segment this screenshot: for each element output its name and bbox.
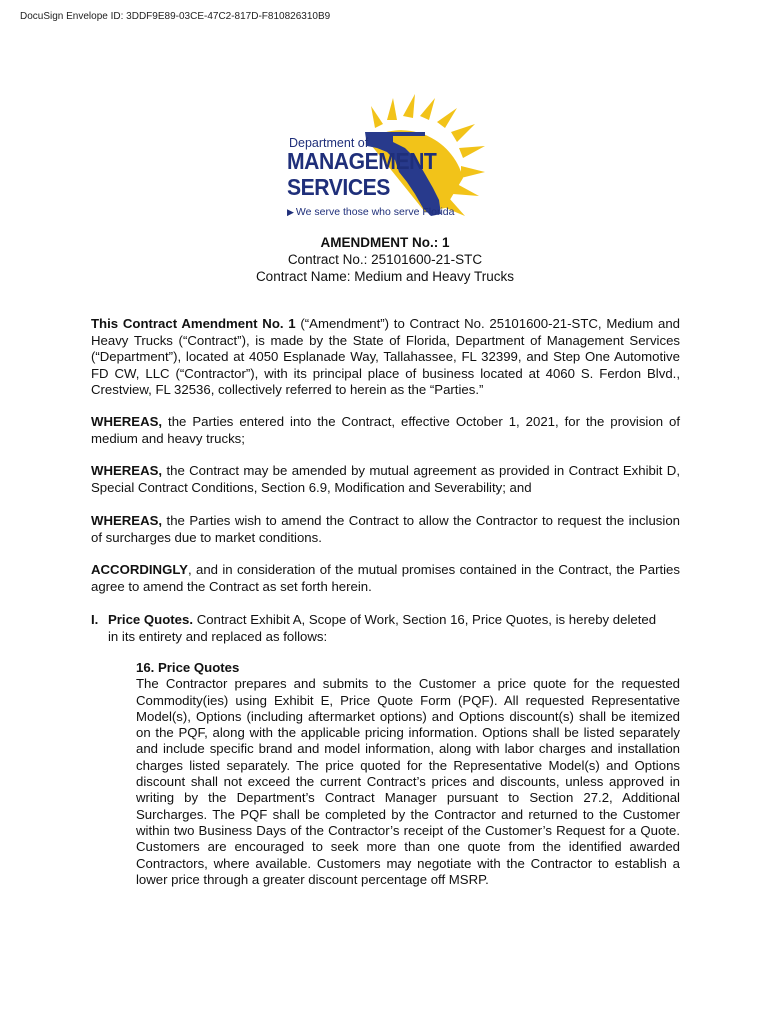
play-arrow-icon: ▶	[287, 207, 294, 217]
logo-department-of: Department of	[289, 136, 369, 150]
section-1-number: I.	[91, 612, 99, 627]
intro-paragraph	[91, 316, 680, 399]
price-quotes-subsection	[136, 660, 680, 888]
logo-tagline-text: We serve those who serve Florida	[295, 206, 455, 218]
whereas-paragraph-2	[91, 463, 680, 496]
accordingly-paragraph	[91, 562, 680, 595]
accordingly-text: , and in consideration of the mutual promises contained in the Contract, the Parties agree to amend the Contract as set forth herein.	[91, 562, 680, 594]
whereas-1-text: the Parties entered into the Contract, effective October 1, 2021, for the provision of medium and heavy trucks;	[91, 414, 680, 446]
whereas-paragraph-3	[91, 513, 680, 546]
dms-logo	[275, 90, 495, 225]
whereas-paragraph-1	[91, 414, 680, 447]
intro-text: (“Amendment”) to Contract No. 25101600-21-STC, Medium and Heavy Trucks (“Contract”), is made by the State of Florida, Department of Management Services (“Department”), located at 4050 Esplanade Way, Tallahassee, FL 32399, and Step One Automotive FD CW, LLC (“Contractor”), with its principal place of business located at 4060 S. Ferdon Blvd., Crestview, FL 32536, collectively referred to herein as the “Parties.”	[91, 316, 680, 397]
intro-lead: This Contract Amendment No. 1	[91, 316, 296, 331]
accordingly-lead: ACCORDINGLY	[91, 562, 188, 577]
section-1-line2: in its entirety and replaced as follows:	[108, 628, 328, 644]
whereas-2-lead: WHEREAS,	[91, 463, 163, 478]
logo-services: SERVICES	[287, 174, 390, 200]
whereas-3-lead: WHEREAS,	[91, 513, 163, 528]
section-1-line1: Contract Exhibit A, Scope of Work, Section 16, Price Quotes, is hereby deleted	[193, 612, 657, 627]
amendment-header	[0, 234, 770, 285]
contract-name: Contract Name: Medium and Heavy Trucks	[255, 269, 515, 284]
amendment-number: AMENDMENT No.: 1	[320, 235, 450, 250]
whereas-1-lead: WHEREAS,	[91, 414, 163, 429]
logo-management: MANAGEMENT	[287, 148, 437, 174]
price-quotes-title: 16. Price Quotes	[136, 660, 240, 675]
contract-number: Contract No.: 25101600-21-STC	[287, 252, 483, 267]
docusign-envelope-id: DocuSign Envelope ID: 3DDF9E89-03CE-47C2-817D-F810826310B9	[20, 11, 331, 22]
section-1-price-quotes	[91, 612, 680, 645]
price-quotes-body: The Contractor prepares and submits to the Customer a price quote for the requested Commodity(ies) using Exhibit E, Price Quote Form (PQF). All requested Representative Model(s), Options (including aftermarket options) and Options discount(s) shall be itemized on the PQF, along with the applicable pricing information. Options shall be listed separately and include specific brand and model information, along with labor charges and installation charges listed separately. The price quoted for the Representative Model(s) and Options discount shall not exceed the current Contract’s prices and discounts, unless approved in writing by the Department’s Contract Manager pursuant to Section 27.2, Additional Surcharges. The PQF shall be completed by the Contractor and returned to the Customer within two Business Days of the Contractor’s receipt of the Customer’s Request for a Quote. Customers are encouraged to seek more than one quote from the identified awarded Contractors, where available. Customers may negotiate with the Contractor to establish a lower price through a greater discount percentage off MSRP.	[136, 676, 680, 887]
section-1-lead: Price Quotes.	[108, 612, 194, 627]
whereas-2-text: the Contract may be amended by mutual agreement as provided in Contract Exhibit D, Special Contract Conditions, Section 6.9, Modification and Severability; and	[91, 463, 680, 495]
logo-tagline	[287, 206, 454, 218]
whereas-3-text: the Parties wish to amend the Contract to allow the Contractor to request the inclusion of surcharges due to market conditions.	[91, 513, 680, 545]
